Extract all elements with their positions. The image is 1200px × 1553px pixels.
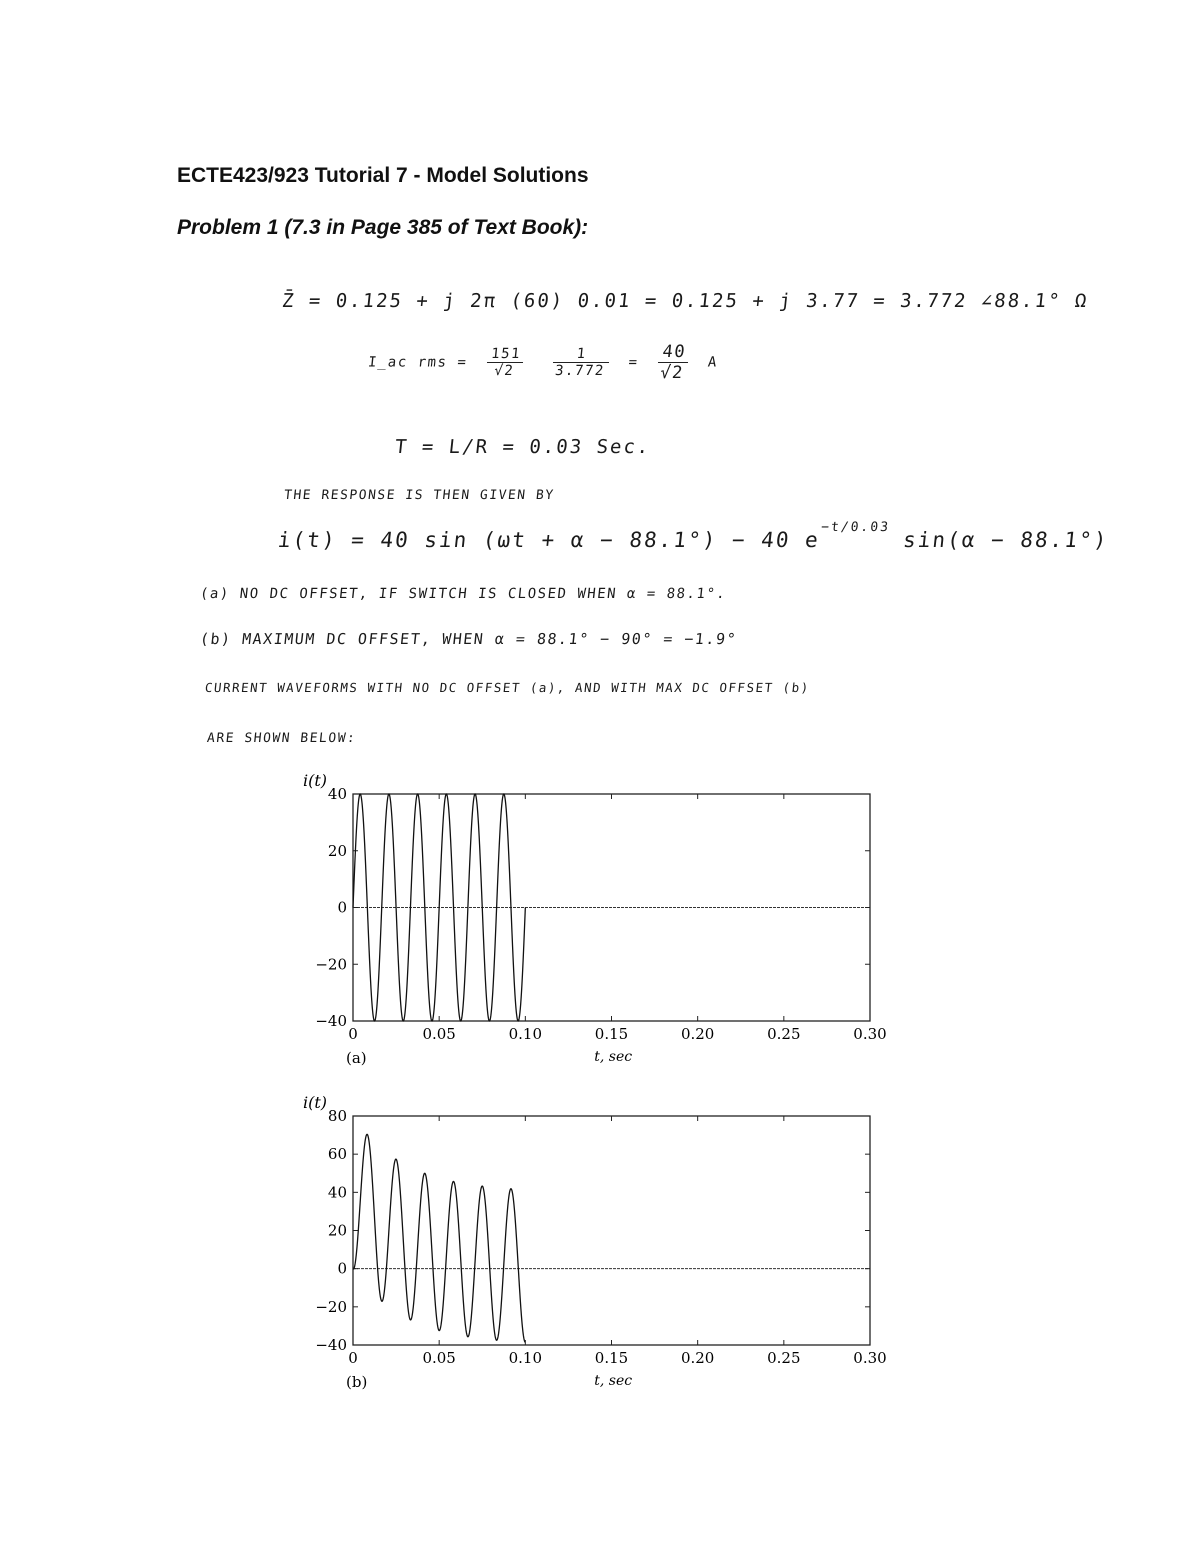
time-constant-line: T = L/R = 0.03 Sec. — [393, 436, 652, 458]
x-tick-label: 0.05 — [422, 1349, 456, 1367]
y-tick-label: −20 — [315, 955, 347, 974]
y-tick-label: 40 — [327, 1183, 347, 1202]
x-axis-label: t, sec — [594, 1373, 633, 1389]
rms-current-line — [366, 342, 720, 383]
case-a-line: (a) NO DC OFFSET, IF SWITCH IS CLOSED WHEN α = 88.1°. — [199, 586, 728, 602]
x-tick-label: 0.10 — [508, 1349, 543, 1367]
response-equation-exponent: −t/0.03 — [820, 520, 891, 535]
fraction-3-denominator: √2 — [659, 363, 685, 383]
y-tick-label: 60 — [327, 1145, 347, 1164]
fraction-2-numerator: 1 — [553, 346, 610, 363]
response-equation — [276, 520, 1110, 552]
waveforms-intro-line: CURRENT WAVEFORMS WITH NO DC OFFSET (a), AND WITH MAX DC OFFSET (b) — [204, 680, 811, 695]
impedance-line: Z̄ = 0.125 + j 2π (60) 0.01 = 0.125 + j 3.77 = 3.772 ∠88.1° Ω — [280, 290, 1090, 312]
y-tick-label: −40 — [315, 1012, 347, 1030]
x-tick-label: 0.15 — [594, 1025, 629, 1043]
y-tick-label: 80 — [327, 1107, 347, 1125]
rms-current-lhs: I_ac rms = — [367, 354, 469, 371]
equals-sign: = — [627, 354, 640, 371]
shown-below-line: ARE SHOWN BELOW: — [206, 731, 358, 746]
y-tick-label: −20 — [315, 1297, 347, 1316]
fraction-3 — [656, 342, 690, 383]
document-title: ECTE423/923 Tutorial 7 - Model Solutions — [177, 164, 589, 187]
x-tick-label: 0.30 — [853, 1025, 887, 1043]
problem-heading: Problem 1 (7.3 in Page 385 of Text Book): — [177, 216, 589, 239]
case-b-line: (b) MAXIMUM DC OFFSET, WHEN α = 88.1° − 90° = −1.9° — [199, 630, 739, 648]
panel-label: (b) — [346, 1373, 368, 1391]
x-tick-label: 0.20 — [680, 1025, 715, 1043]
fraction-1-numerator: 151 — [487, 346, 525, 363]
y-tick-label: 20 — [327, 841, 347, 860]
fraction-3-numerator: 40 — [658, 342, 690, 363]
chart-a — [290, 765, 900, 1075]
response-equation-tail: sin(α − 88.1°) — [901, 528, 1110, 552]
y-axis-label: i(t) — [303, 771, 328, 790]
x-tick-label: 0 — [348, 1025, 358, 1043]
x-tick-label: 0.20 — [680, 1349, 715, 1367]
y-axis-label: i(t) — [303, 1093, 328, 1112]
x-tick-label: 0.05 — [422, 1025, 456, 1043]
x-tick-label: 0.25 — [767, 1349, 801, 1367]
x-tick-label: 0.10 — [508, 1025, 543, 1043]
fraction-2 — [551, 346, 610, 379]
y-tick-label: 20 — [327, 1221, 347, 1240]
fraction-2-denominator: 3.772 — [554, 363, 606, 379]
fraction-1-denominator: √2 — [493, 363, 516, 379]
response-intro-line: THE RESPONSE IS THEN GIVEN BY — [283, 488, 556, 503]
y-tick-label: −40 — [315, 1336, 347, 1354]
chart-b — [290, 1085, 900, 1395]
y-tick-label: 40 — [327, 785, 347, 803]
x-tick-label: 0.25 — [767, 1025, 801, 1043]
response-equation-main: i(t) = 40 sin (ωt + α − 88.1°) − 40 e — [276, 528, 822, 552]
fraction-1 — [486, 346, 525, 379]
x-tick-label: 0 — [348, 1349, 358, 1367]
panel-label: (a) — [346, 1049, 367, 1067]
current-unit: A — [707, 354, 719, 371]
x-axis-label: t, sec — [594, 1049, 633, 1065]
x-tick-label: 0.15 — [594, 1349, 629, 1367]
y-tick-label: 0 — [337, 898, 347, 917]
waveform-series-line — [353, 1134, 525, 1342]
x-tick-label: 0.30 — [853, 1349, 887, 1367]
y-tick-label: 0 — [337, 1259, 347, 1278]
